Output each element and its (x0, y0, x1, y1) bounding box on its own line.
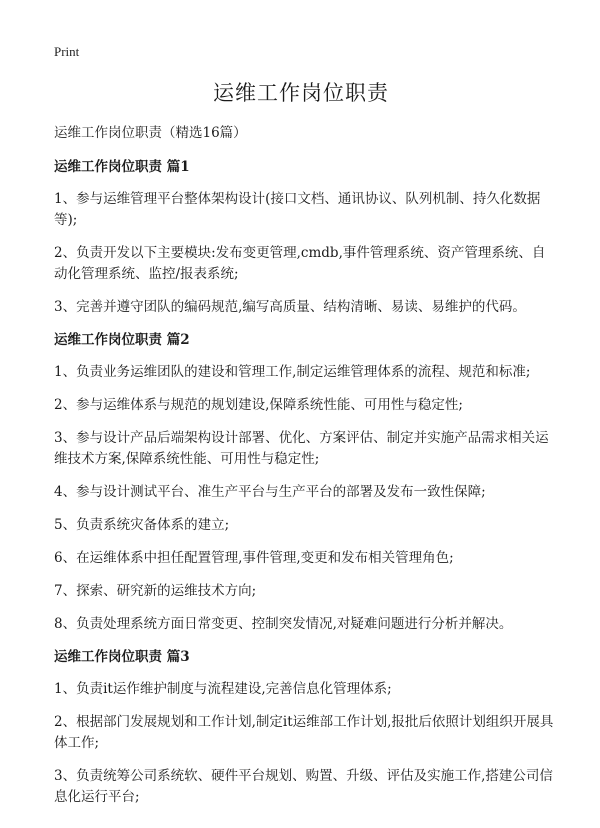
print-link[interactable]: Print (54, 44, 80, 59)
duty-item: 7、探索、研究新的运维技术方向; (54, 583, 257, 599)
duty-item: 2、负责开发以下主要模块:发布变更管理,cmdb,事件管理系统、资产管理系统、自动化管理系统、监控/报表系统; (54, 245, 546, 282)
section-1 (54, 157, 556, 318)
duty-item: 4、参与设计测试平台、准生产平台与生产平台的部署及发布一致性保障; (54, 484, 486, 500)
section-heading: 运维工作岗位职责 篇2 (54, 332, 190, 348)
section-heading: 运维工作岗位职责 篇3 (54, 649, 190, 665)
page-title: 运维工作岗位职责 (213, 81, 389, 105)
section-3 (54, 647, 556, 808)
duty-item: 1、参与运维管理平台整体架构设计(接口文档、通讯协议、队列机制、持久化数据等); (54, 191, 541, 228)
duty-item: 3、负责统筹公司系统软、硬件平台规划、购置、升级、评估及实施工作,搭建公司信息化运行平台; (54, 768, 553, 805)
duty-item: 8、负责处理系统方面日常变更、控制突发情况,对疑难问题进行分析并解决。 (54, 616, 513, 632)
duty-item: 1、负责业务运维团队的建设和管理工作,制定运维管理体系的流程、规范和标准; (54, 364, 531, 380)
section-2 (54, 330, 556, 635)
section-heading: 运维工作岗位职责 篇1 (54, 159, 190, 175)
duty-item: 3、参与设计产品后端架构设计部署、优化、方案评估、制定并实施产品需求相关运维技术方案,保障系统性能、可用性与稳定性; (54, 430, 549, 467)
duty-item: 6、在运维体系中担任配置管理,事件管理,变更和发布相关管理角色; (54, 550, 454, 566)
duty-item: 5、负责系统灾备体系的建立; (54, 517, 230, 533)
duty-item: 3、完善并遵守团队的编码规范,编写高质量、结构清晰、易读、易维护的代码。 (54, 299, 526, 315)
document-subtitle: 运维工作岗位职责（精选16篇） (54, 125, 247, 141)
duty-item: 2、参与运维体系与规范的规划建设,保障系统性能、可用性与稳定性; (54, 397, 463, 413)
duty-item: 2、根据部门发展规划和工作计划,制定it运维部工作计划,报批后依照计划组织开展具体工作; (54, 714, 554, 751)
duty-item: 1、负责it运作维护制度与流程建设,完善信息化管理体系; (54, 681, 392, 697)
